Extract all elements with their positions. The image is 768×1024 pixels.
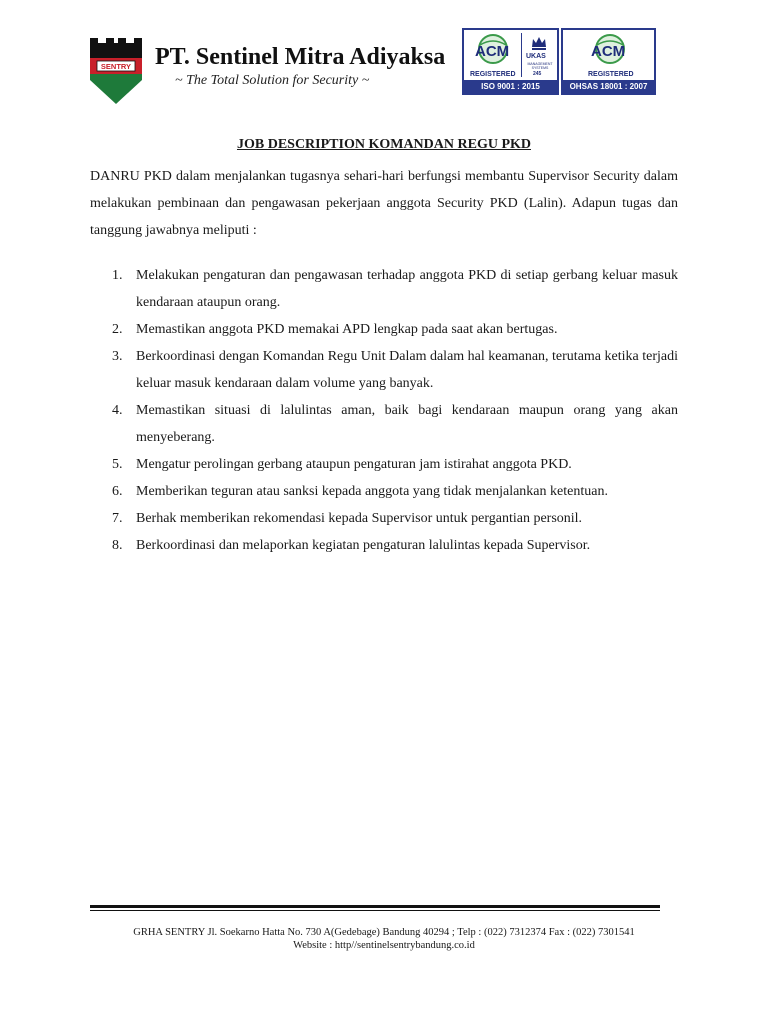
list-item	[90, 316, 678, 343]
company-name: PT. Sentinel Mitra Adiyaksa	[155, 44, 446, 70]
company-tagline: ~ The Total Solution for Security ~	[175, 73, 370, 88]
footer-website: Website : http//sentinelsentrybandung.co.id	[293, 940, 475, 951]
duties-list	[90, 262, 678, 559]
list-item	[90, 343, 678, 397]
ukas-number: 245	[533, 71, 542, 77]
list-item-text: Memastikan situasi di lalulintas aman, baik bagi kendaraan maupun orang yang akan menyeberang.	[136, 403, 678, 445]
list-item-text: Memberikan teguran atau sanksi kepada anggota yang tidak menjalankan ketentuan.	[136, 484, 608, 499]
sentry-shield-logo	[88, 34, 144, 106]
registered-label: REGISTERED	[470, 71, 516, 78]
list-item-number: 4.	[112, 403, 123, 418]
logo-text: SENTRY	[100, 62, 132, 71]
list-item	[90, 397, 678, 451]
list-item-number: 5.	[112, 457, 123, 472]
ukas-label: UKAS	[526, 53, 546, 60]
letterhead-footer	[90, 926, 678, 952]
list-item-text: Mengatur perolingan gerbang ataupun pengaturan jam istirahat anggota PKD.	[136, 457, 572, 472]
list-item	[90, 478, 678, 505]
list-item-text: Berhak memberikan rekomendasi kepada Supervisor untuk pergantian personil.	[136, 511, 583, 526]
footer-divider-thick	[90, 905, 660, 908]
list-item	[90, 262, 678, 316]
list-item	[90, 505, 678, 532]
list-item-text: Berkoordinasi dengan Komandan Regu Unit Dalam dalam hal keamanan, terutama ketika terjadi keluar masuk kendaraan dalam volume yang banyak.	[136, 349, 678, 391]
iso-9001-certification-badge	[462, 28, 559, 95]
ukas-mark	[521, 33, 556, 77]
list-item-text: Memastikan anggota PKD memakai APD lengkap pada saat akan bertugas.	[136, 322, 558, 337]
list-item-number: 2.	[112, 322, 123, 337]
document-body	[90, 137, 678, 559]
ukas-crown-icon	[530, 35, 548, 51]
list-item-number: 3.	[112, 349, 123, 364]
footer-address: GRHA SENTRY Jl. Soekarno Hatta No. 730 A(Gedebage) Bandung 40294 ; Telp : (022) 7312374 Fax : (022) 7301541	[133, 927, 635, 938]
list-item-number: 8.	[112, 538, 123, 553]
list-item	[90, 532, 678, 559]
document-title: JOB DESCRIPTION KOMANDAN REGU PKD	[236, 137, 531, 152]
iso-standard-label: ISO 9001 : 2015	[464, 80, 557, 93]
ohsas-standard-label: OHSAS 18001 : 2007	[563, 80, 654, 93]
list-item-number: 7.	[112, 511, 123, 526]
list-item	[90, 451, 678, 478]
ukas-sub-label: MANAGEMENT SYSTEMS	[527, 62, 553, 70]
acm-label: ACM	[591, 43, 626, 60]
letterhead	[0, 0, 768, 120]
acm-label: ACM	[475, 43, 510, 60]
list-item-text: Berkoordinasi dan melaporkan kegiatan pengaturan lalulintas kepada Supervisor.	[136, 538, 591, 553]
intro-paragraph: DANRU PKD dalam menjalankan tugasnya sehari-hari berfungsi membantu Supervisor Security dalam melakukan pembinaan dan pengawasan pekerjaan anggota Security PKD (Lalin). Adapun tugas dan tanggung jawabnya meliputi :	[90, 169, 678, 238]
footer-divider-thin	[90, 910, 660, 911]
list-item-text: Melakukan pengaturan dan pengawasan terhadap anggota PKD di setiap gerbang keluar masuk kendaraan ataupun orang.	[136, 268, 678, 310]
ohsas-18001-certification-badge	[561, 28, 656, 95]
registered-label: REGISTERED	[588, 71, 634, 78]
list-item-number: 6.	[112, 484, 123, 499]
list-item-number: 1.	[112, 268, 123, 283]
